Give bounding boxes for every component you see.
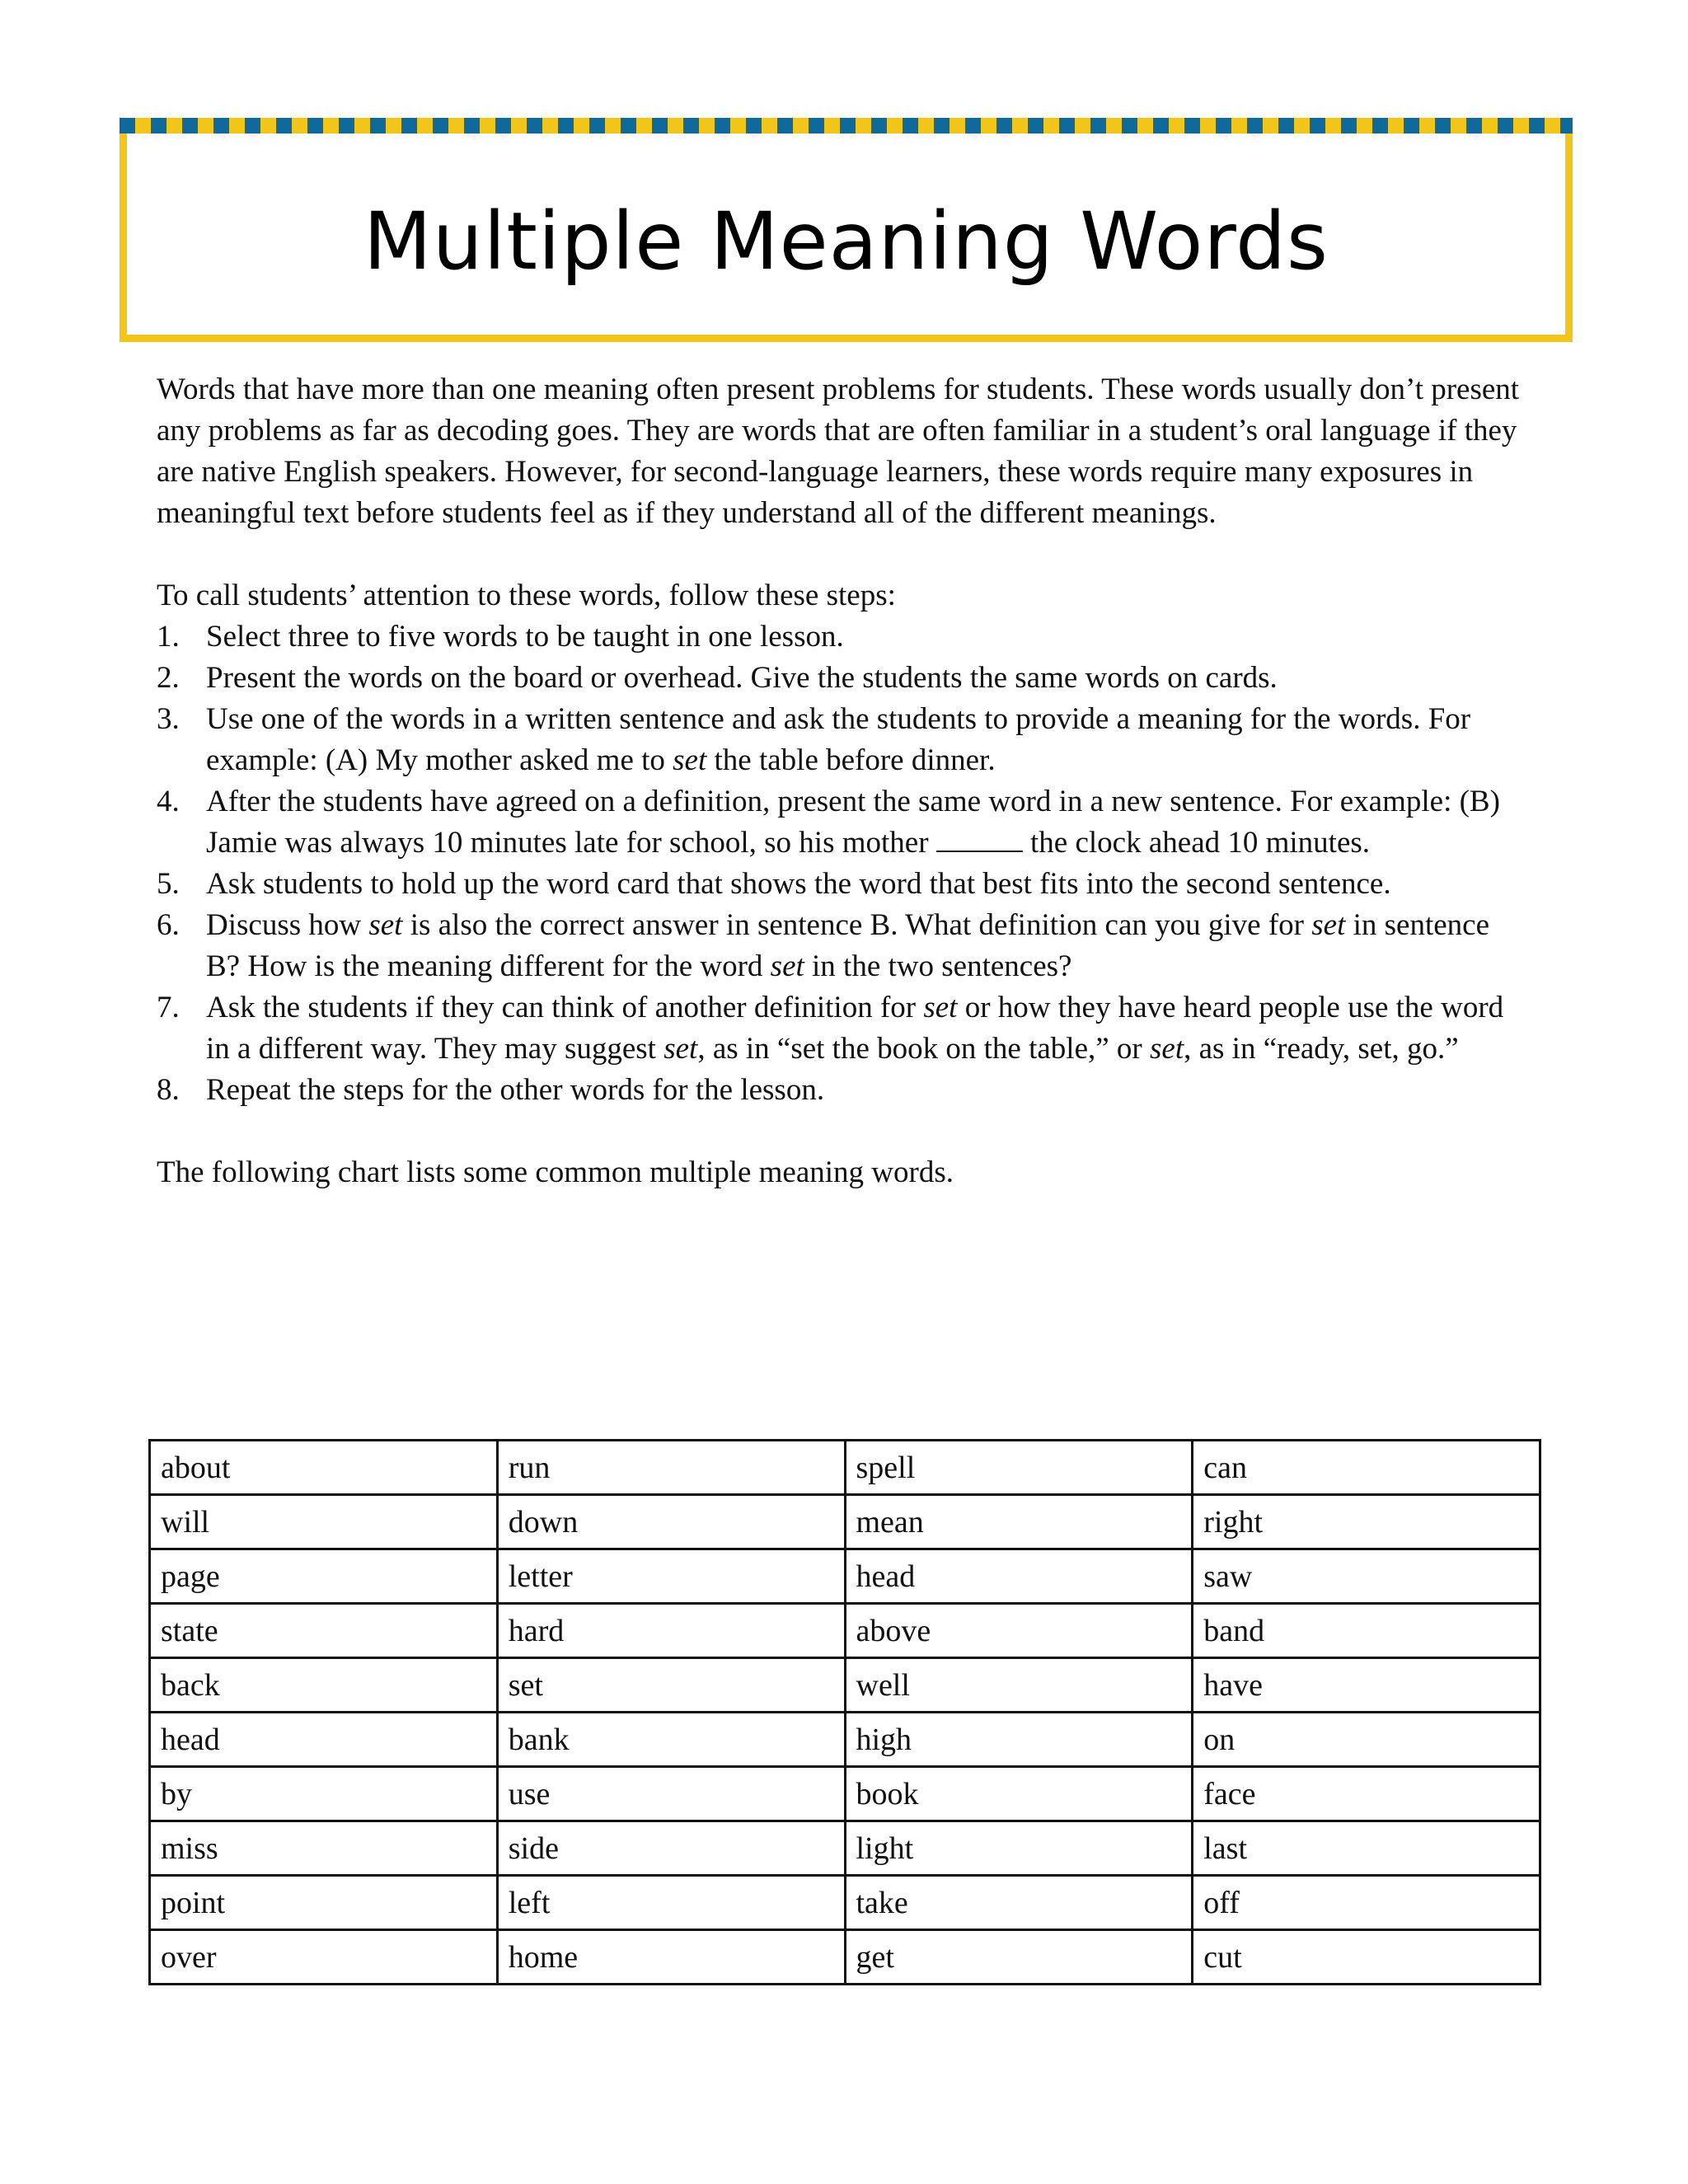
table-cell: side <box>497 1821 845 1876</box>
multiple-meaning-words-table <box>148 1439 1541 1985</box>
chart-intro: The following chart lists some common multiple meaning words. <box>157 1155 954 1189</box>
step-item: 4. After the students have agreed on a definition, present the same word in a new sentence. For example: (B) Jamie was always 10 minutes late for school, so his mother the clock ahead 10 minutes. <box>157 785 1500 860</box>
step-item: 1. Select three to five words to be taught in one lesson. <box>157 620 844 654</box>
table-row <box>150 1441 1540 1495</box>
step-item: 8. Repeat the steps for the other words for the lesson. <box>157 1073 825 1107</box>
table-cell: light <box>845 1821 1193 1876</box>
step-item: 2. Present the words on the board or overhead. Give the students the same words on cards. <box>157 661 1278 695</box>
table-row <box>150 1549 1540 1604</box>
table-cell: set <box>497 1658 845 1713</box>
table-cell: head <box>845 1549 1193 1604</box>
table-cell: point <box>150 1876 498 1930</box>
decorative-dashed-border <box>120 118 1573 134</box>
table-cell: right <box>1193 1495 1540 1549</box>
table-cell: above <box>845 1604 1193 1658</box>
table-cell: can <box>1193 1441 1540 1495</box>
step-item: 3. Use one of the words in a written sentence and ask the students to provide a meaning for the words. For example: (A) My mother asked me to set the table before dinner. <box>157 702 1471 777</box>
table-row <box>150 1876 1540 1930</box>
table-cell: miss <box>150 1821 498 1876</box>
document-body <box>157 369 1525 1193</box>
table-cell: on <box>1193 1713 1540 1767</box>
table-row <box>150 1658 1540 1713</box>
table-cell: by <box>150 1767 498 1821</box>
steps-intro: To call students’ attention to these words, follow these steps: <box>157 579 896 612</box>
fill-in-blank <box>936 826 1023 852</box>
table-cell: will <box>150 1495 498 1549</box>
table-cell: take <box>845 1876 1193 1930</box>
table-cell: left <box>497 1876 845 1930</box>
table-cell: spell <box>845 1441 1193 1495</box>
table-cell: back <box>150 1658 498 1713</box>
table-cell: off <box>1193 1876 1540 1930</box>
table-row <box>150 1713 1540 1767</box>
table-cell: get <box>845 1930 1193 1985</box>
table-cell: run <box>497 1441 845 1495</box>
table-cell: mean <box>845 1495 1193 1549</box>
table-cell: page <box>150 1549 498 1604</box>
table-cell: face <box>1193 1767 1540 1821</box>
table-cell: book <box>845 1767 1193 1821</box>
table-cell: last <box>1193 1821 1540 1876</box>
page-title: Multiple Meaning Words <box>363 195 1329 288</box>
table-cell: saw <box>1193 1549 1540 1604</box>
step-item: 6. Discuss how set is also the correct answer in sentence B. What definition can you give for set in sentence B? How is the meaning different for the word set in the two sentences? <box>157 908 1490 983</box>
table-row <box>150 1767 1540 1821</box>
table-cell: cut <box>1193 1930 1540 1985</box>
table-row <box>150 1930 1540 1985</box>
table-cell: state <box>150 1604 498 1658</box>
title-box <box>120 118 1573 342</box>
table-cell: head <box>150 1713 498 1767</box>
step-item: 7. Ask the students if they can think of another definition for set or how they have heard people use the word in a different way. They may suggest set, as in “set the book on the table,” or set, as in “ready, set, go.” <box>157 991 1504 1066</box>
table-cell: down <box>497 1495 845 1549</box>
table-cell: home <box>497 1930 845 1985</box>
table-cell: high <box>845 1713 1193 1767</box>
table-cell: about <box>150 1441 498 1495</box>
table-cell: over <box>150 1930 498 1985</box>
step-item: 5. Ask students to hold up the word card that shows the word that best fits into the second sentence. <box>157 867 1391 901</box>
table-cell: letter <box>497 1549 845 1604</box>
table-cell: bank <box>497 1713 845 1767</box>
intro-paragraph: Words that have more than one meaning often present problems for students. These words usually don’t present any problems as far as decoding goes. They are words that are often familiar in a student’s oral language if they are native English speakers. However, for second-language learners, these words require many exposures in meaningful text before students feel as if they understand all of the different meanings. <box>157 373 1520 530</box>
table-cell: have <box>1193 1658 1540 1713</box>
table-row <box>150 1604 1540 1658</box>
table-cell: use <box>497 1767 845 1821</box>
table-cell: hard <box>497 1604 845 1658</box>
table-cell: well <box>845 1658 1193 1713</box>
table-row <box>150 1821 1540 1876</box>
steps-list <box>157 616 1525 1111</box>
table-cell: band <box>1193 1604 1540 1658</box>
table-row <box>150 1495 1540 1549</box>
